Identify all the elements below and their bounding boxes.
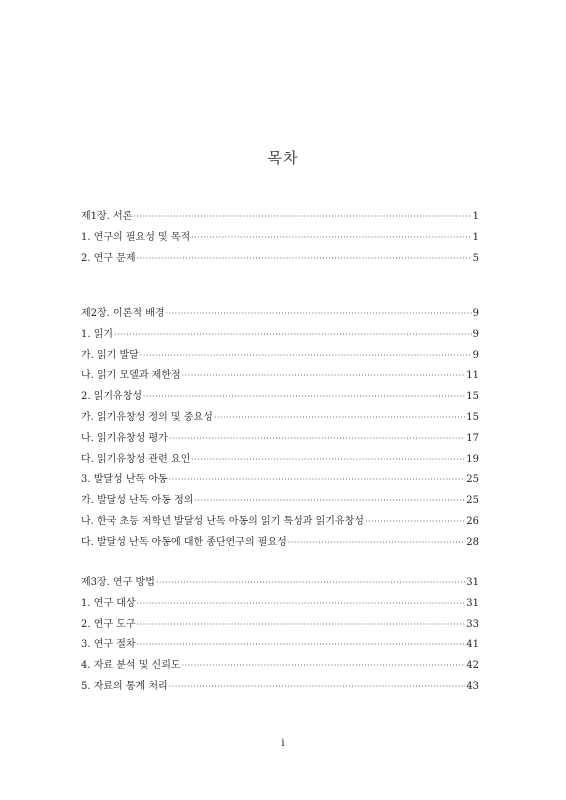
dot-leader <box>182 656 466 677</box>
toc-entry-label: 1. 읽기 <box>81 328 114 340</box>
toc-entry[interactable] <box>81 228 479 249</box>
dot-leader <box>137 615 466 636</box>
toc-entry-page: 31 <box>466 597 479 609</box>
toc-entry-label: 제3장. 연구 방법 <box>81 577 155 588</box>
dot-leader <box>169 470 466 491</box>
dot-leader <box>137 249 472 270</box>
toc-entry-page: 9 <box>472 308 479 319</box>
dot-leader <box>166 304 472 325</box>
dot-leader <box>137 594 466 615</box>
toc-entry-label: 다. 읽기유창성 관련 요인 <box>81 453 191 465</box>
dot-leader <box>140 346 472 367</box>
toc-entry-page: 5 <box>472 252 479 264</box>
toc-entry-page: 9 <box>472 328 479 340</box>
toc-entry-label: 가. 읽기유창성 정의 및 중요성 <box>81 411 213 423</box>
toc-entry-label: 5. 자료의 통계 처리 <box>81 680 168 692</box>
toc-entry-page: 43 <box>466 680 479 692</box>
toc-entry[interactable] <box>81 573 479 594</box>
toc-entry-page: 1 <box>472 211 479 222</box>
toc-entry-label: 2. 읽기유창성 <box>81 391 143 403</box>
toc-section-chapter-1 <box>81 207 479 269</box>
page-title: 목차 <box>267 149 299 167</box>
toc-entry-label: 가. 발달성 난독 아동 정의 <box>81 495 194 507</box>
toc-entry-page: 25 <box>466 495 479 507</box>
toc-entry-label: 2. 연구 도구 <box>81 618 136 630</box>
dot-leader <box>214 408 465 429</box>
toc-entry-label: 3. 연구 절차 <box>81 639 136 651</box>
toc-entry-label: 4. 자료 분석 및 신뢰도 <box>81 660 181 672</box>
toc-entry-page: 15 <box>466 391 479 403</box>
toc-entry-page: 42 <box>466 660 479 672</box>
toc-entry-label: 제2장. 이론적 배경 <box>81 308 165 319</box>
toc-entry[interactable] <box>81 249 479 270</box>
toc-entry-page: 1 <box>472 231 479 243</box>
dot-leader <box>137 635 466 656</box>
dot-leader <box>195 491 466 512</box>
toc-entry[interactable] <box>81 304 479 325</box>
toc-section-chapter-3 <box>81 573 479 698</box>
toc-entry-page: 25 <box>466 474 479 486</box>
toc-entry-label: 나. 읽기유창성 평가 <box>81 432 168 444</box>
toc-entry-label: 나. 읽기 모델과 제한점 <box>81 370 181 382</box>
dot-leader <box>191 450 465 471</box>
toc-entry-page: 33 <box>466 618 479 630</box>
toc-entry-page: 31 <box>466 577 479 588</box>
toc-entry-label: 1. 연구 대상 <box>81 597 136 609</box>
toc-entry-label: 나. 한국 초등 저학년 발달성 난독 아동의 읽기 특성과 읽기유창성 <box>81 515 364 527</box>
toc-entry[interactable] <box>81 387 479 408</box>
toc-entry-label: 제1장. 서론 <box>81 211 133 222</box>
toc-entry[interactable] <box>81 656 479 677</box>
toc-entry-page: 15 <box>466 411 479 423</box>
toc-entry[interactable] <box>81 512 479 533</box>
toc-entry[interactable] <box>81 450 479 471</box>
toc-entry-page: 17 <box>466 432 479 444</box>
toc-entry-page: 41 <box>466 639 479 651</box>
toc-section-chapter-2 <box>81 304 479 554</box>
toc-entry[interactable] <box>81 207 479 228</box>
toc-entry-label: 다. 발달성 난독 아동에 대한 종단연구의 필요성 <box>81 536 287 548</box>
dot-leader <box>365 512 465 533</box>
dot-leader <box>156 573 465 594</box>
toc-entry-page: 9 <box>472 349 479 361</box>
toc-entry-label: 2. 연구 문제 <box>81 252 136 264</box>
toc-entry-page: 28 <box>466 536 479 548</box>
toc-entry[interactable] <box>81 470 479 491</box>
toc-entry[interactable] <box>81 429 479 450</box>
toc-entry-label: 1. 연구의 필요성 및 목적 <box>81 231 191 243</box>
toc-entry-page: 19 <box>466 453 479 465</box>
toc-entry[interactable] <box>81 408 479 429</box>
dot-leader <box>133 207 471 228</box>
toc-entry[interactable] <box>81 325 479 346</box>
toc-entry[interactable] <box>81 615 479 636</box>
dot-leader <box>288 533 465 554</box>
toc-entry[interactable] <box>81 677 479 698</box>
toc-entry-page: 26 <box>466 515 479 527</box>
toc-entry[interactable] <box>81 366 479 387</box>
toc-entry-label: 가. 읽기 발달 <box>81 349 139 361</box>
dot-leader <box>191 228 471 249</box>
dot-leader <box>143 387 465 408</box>
page-number: i <box>281 738 285 749</box>
toc-entry[interactable] <box>81 533 479 554</box>
toc-entry[interactable] <box>81 635 479 656</box>
dot-leader <box>169 429 465 450</box>
dot-leader <box>169 677 466 698</box>
toc-entry[interactable] <box>81 491 479 512</box>
toc-entry-page: 11 <box>466 370 479 382</box>
dot-leader <box>182 366 466 387</box>
toc-entry-label: 3. 발달성 난독 아동 <box>81 474 168 486</box>
toc-entry[interactable] <box>81 346 479 367</box>
toc-entry[interactable] <box>81 594 479 615</box>
dot-leader <box>114 325 472 346</box>
